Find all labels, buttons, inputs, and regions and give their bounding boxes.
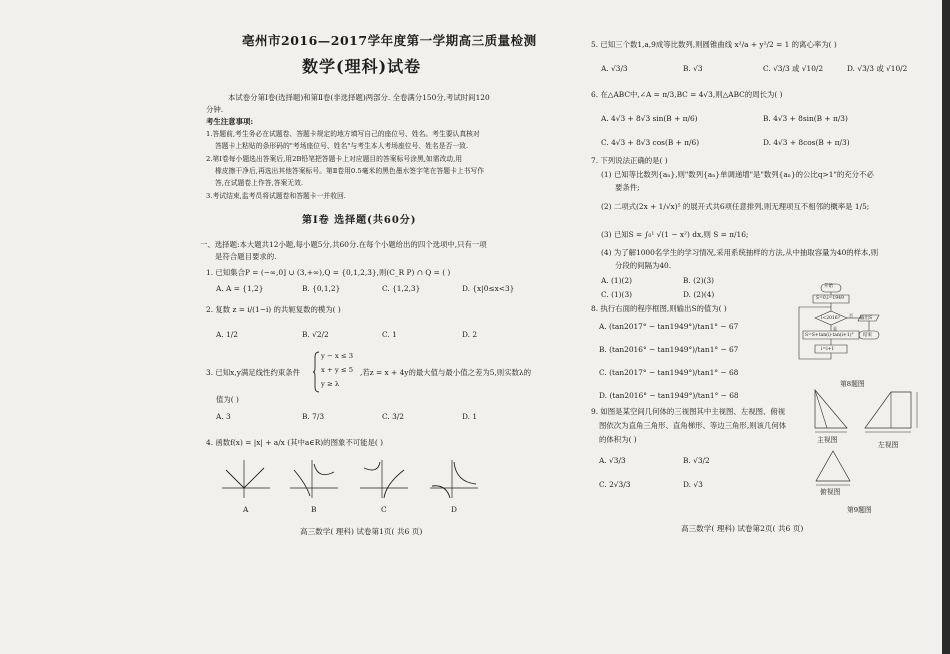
question-4: 4. 函数f(x) = |x| + a/x (其中a∈R)的图象不可能是( ) bbox=[206, 438, 384, 447]
graph-b-figure bbox=[288, 458, 340, 500]
q9-option-c: C. 2√3/3 bbox=[599, 480, 631, 489]
question-8: 8. 执行右面的程序框图,则输出S的值为( ) bbox=[591, 304, 727, 313]
q2-option-c: C. 1 bbox=[382, 330, 397, 339]
q8-figure-label: 第8题图 bbox=[840, 380, 865, 388]
flow-end: 结束 bbox=[863, 333, 872, 338]
note-line: 3.考试结束,监考员将试题卷和答题卡一并收回. bbox=[206, 192, 346, 200]
front-view-figure bbox=[807, 388, 851, 434]
question-9-line: 9. 如图是某空间几何体的三视图其中主视图、左视图、俯视 bbox=[591, 407, 786, 416]
flow-no-label: 否 bbox=[849, 313, 853, 318]
q7-option-b: B. (2)(3) bbox=[683, 276, 715, 285]
note-line: 2.第Ⅰ卷每小题选出答案后,用2B铅笔把答题卡上对应题目的答案标号涂黑,如需改动,用 bbox=[206, 155, 463, 163]
q8-option-c: C. (tan2017° − tan1949°)/tan1° − 68 bbox=[599, 368, 739, 377]
question-5: 5. 已知三个数1,a,9成等比数列,则圆锥曲线 x²/a + y²/2 = 1 的离心率为( ) bbox=[591, 40, 837, 49]
brace-icon bbox=[312, 351, 320, 393]
q1-option-b: B. {0,1,2} bbox=[302, 284, 341, 293]
q8-option-d: D. (tan2016° − tan1949°)/tan1° − 68 bbox=[599, 391, 739, 400]
constraint-2: x + y ≤ 5 bbox=[321, 366, 354, 374]
q3-option-a: A. 3 bbox=[216, 412, 231, 421]
q8-option-a: A. (tan2017° − tan1949°)/tan1° − 67 bbox=[599, 322, 739, 331]
q2-option-d: D. 2 bbox=[462, 330, 478, 339]
top-view-label: 俯视图 bbox=[820, 488, 841, 496]
note-line: 1.答题前,考生务必在试题卷、答题卡规定的地方填写自己的座位号、姓名。考生要认真核对 bbox=[206, 130, 480, 138]
paper-title: 数学(理科)试卷 bbox=[302, 57, 422, 76]
graph-d-figure bbox=[428, 458, 480, 500]
flow-condition: i<2016? bbox=[821, 316, 841, 321]
q1-option-a: A. A = {1,2} bbox=[216, 284, 264, 293]
q7-option-a: A. (1)(2) bbox=[601, 276, 632, 285]
header-title: 亳州市2016—2017学年度第一学期高三质量检测 bbox=[242, 33, 537, 48]
question-9-line: 图依次为直角三角形、直角梯形、等边三角形,则该几何体 bbox=[599, 421, 787, 430]
flow-start: 开始 bbox=[824, 284, 833, 289]
question-2: 2. 复数 z = i/(1−i) 的共轭复数的模为( ) bbox=[206, 305, 341, 314]
notes-title: 考生注意事项: bbox=[206, 117, 254, 126]
flow-init: S=0,i=1949 bbox=[816, 296, 844, 301]
q7-item: 分段的间隔为40. bbox=[615, 261, 672, 270]
graph-label-a: A bbox=[243, 505, 249, 514]
graph-label-d: D bbox=[451, 505, 457, 514]
q8-option-b: B. (tan2016° − tan1949°)/tan1° − 67 bbox=[599, 345, 739, 354]
q7-item: 要条件; bbox=[615, 183, 640, 192]
intro-line-2: 分钟. bbox=[206, 105, 224, 114]
q9-figure-label: 第9题图 bbox=[847, 506, 872, 514]
q9-option-a: A. √3/3 bbox=[599, 456, 626, 465]
q6-option-a: A. 4√3 + 8√3 sin(B + π/6) bbox=[601, 114, 698, 123]
q7-option-c: C. (1)(3) bbox=[601, 290, 633, 299]
scanner-edge bbox=[942, 0, 950, 654]
exam-page-2 bbox=[585, 0, 940, 654]
flowchart-figure bbox=[795, 283, 895, 375]
note-line: 橡皮擦干净后,再选出其他答案标号。第Ⅱ卷用0.5毫米的黑色墨水签字笔在答题卡上书写作 bbox=[215, 167, 485, 175]
question-9-line: 的体积为( ) bbox=[599, 435, 637, 444]
q3-option-c: C. 3/2 bbox=[382, 412, 404, 421]
question-7: 7. 下列说法正确的是( ) bbox=[591, 156, 668, 165]
question-6: 6. 在△ABC中,∠A = π/3,BC = 4√3,则△ABC的周长为( ) bbox=[591, 90, 783, 99]
q6-option-d: D. 4√3 + 8cos(B + π/3) bbox=[763, 138, 850, 147]
constraint-1: y − x ≤ 3 bbox=[321, 352, 354, 360]
front-view-label: 主视图 bbox=[817, 436, 838, 444]
q6-option-c: C. 4√3 + 8√3 cos(B + π/6) bbox=[601, 138, 700, 147]
q5-option-d: D. √3/3 或 √10/2 bbox=[847, 64, 908, 73]
question-3-prefix: 3. 已知x,y满足线性约束条件 bbox=[206, 368, 301, 377]
intro-line-1: 本试卷分第Ⅰ卷(选择题)和第Ⅱ卷(非选择题)两部分. 全卷满分150分,考试时间120 bbox=[228, 93, 490, 102]
question-3-tail: 值为( ) bbox=[216, 395, 239, 404]
q1-option-c: C. {1,2,3} bbox=[382, 284, 421, 293]
question-3-suffix: ,若z = x + 4y的最大值与最小值之差为5,则实数λ的 bbox=[360, 368, 532, 377]
section-intro-2: 是符合题目要求的. bbox=[215, 252, 277, 261]
flow-body: S=S+tan(i)·tan(i+1)° bbox=[805, 333, 854, 338]
q7-item: (3) 已知S = ∫₀¹ √(1 − x²) dx,则 S = π/16; bbox=[601, 230, 749, 239]
section-intro-1: 一、选择题:本大题共12小题,每小题5分,共60分.在每个小题给出的四个选项中,只有一项 bbox=[200, 240, 487, 249]
flow-increment: i=i+1 bbox=[821, 347, 835, 352]
q3-option-b: B. 7/3 bbox=[302, 412, 325, 421]
q2-option-a: A. 1/2 bbox=[216, 330, 238, 339]
constraint-3: y ≥ λ bbox=[321, 380, 340, 388]
q7-item: (1) 已知等比数列{aₙ},则"数列{aₙ}单调递增"是"数列{aₙ}的公比q>1"的充分不必 bbox=[601, 170, 874, 179]
section-title: 第Ⅰ卷 选择题(共60分) bbox=[302, 215, 417, 226]
q1-option-d: D. {x|0≤x<3} bbox=[462, 284, 515, 293]
side-view-label: 左视图 bbox=[878, 441, 899, 449]
flow-output: 输出S bbox=[860, 316, 873, 321]
note-line: 答题卡上粘贴的条形码的"考场座位号、姓名"与考生本人考场座位号、姓名是否一致. bbox=[215, 142, 469, 150]
page-1-footer: 高三数学( 理科) 试卷第1页( 共6 页) bbox=[300, 527, 423, 536]
q9-option-d: D. √3 bbox=[683, 480, 703, 489]
graph-label-c: C bbox=[381, 505, 387, 514]
side-view-figure bbox=[861, 388, 921, 434]
q5-option-a: A. √3/3 bbox=[601, 64, 628, 73]
q6-option-b: B. 4√3 + 8sin(B + π/3) bbox=[763, 114, 848, 123]
page-2-footer: 高三数学( 理科) 试卷第2页( 共6 页) bbox=[681, 524, 804, 533]
q3-option-d: D. 1 bbox=[462, 412, 478, 421]
q9-option-b: B. √3/2 bbox=[683, 456, 710, 465]
top-view-figure bbox=[813, 448, 853, 488]
graph-c-figure bbox=[358, 458, 410, 500]
exam-page-1 bbox=[190, 0, 570, 654]
q2-option-b: B. √2/2 bbox=[302, 330, 329, 339]
q7-option-d: D. (2)(4) bbox=[683, 290, 715, 299]
q5-option-b: B. √3 bbox=[683, 64, 703, 73]
graph-a-figure bbox=[220, 458, 272, 500]
question-1: 1. 已知集合P = (−∞,0] ∪ (3,+∞),Q = {0,1,2,3},则(C_R P) ∩ Q = ( ) bbox=[206, 268, 451, 277]
flow-yes-label: 是 bbox=[833, 326, 837, 331]
q7-item: (2) 二项式(2x + 1/√x)⁵ 的展开式共6项任意排列,则无理项互不相邻的概率是 1/5; bbox=[601, 202, 870, 211]
graph-label-b: B bbox=[311, 505, 317, 514]
note-line: 答,在试题卷上作答,答案无效. bbox=[215, 179, 304, 187]
q7-item: (4) 为了解1000名学生的学习情况,采用系统抽样的方法,从中抽取容量为40的样本,则 bbox=[601, 248, 879, 257]
q5-option-c: C. √3/3 或 √10/2 bbox=[763, 64, 824, 73]
